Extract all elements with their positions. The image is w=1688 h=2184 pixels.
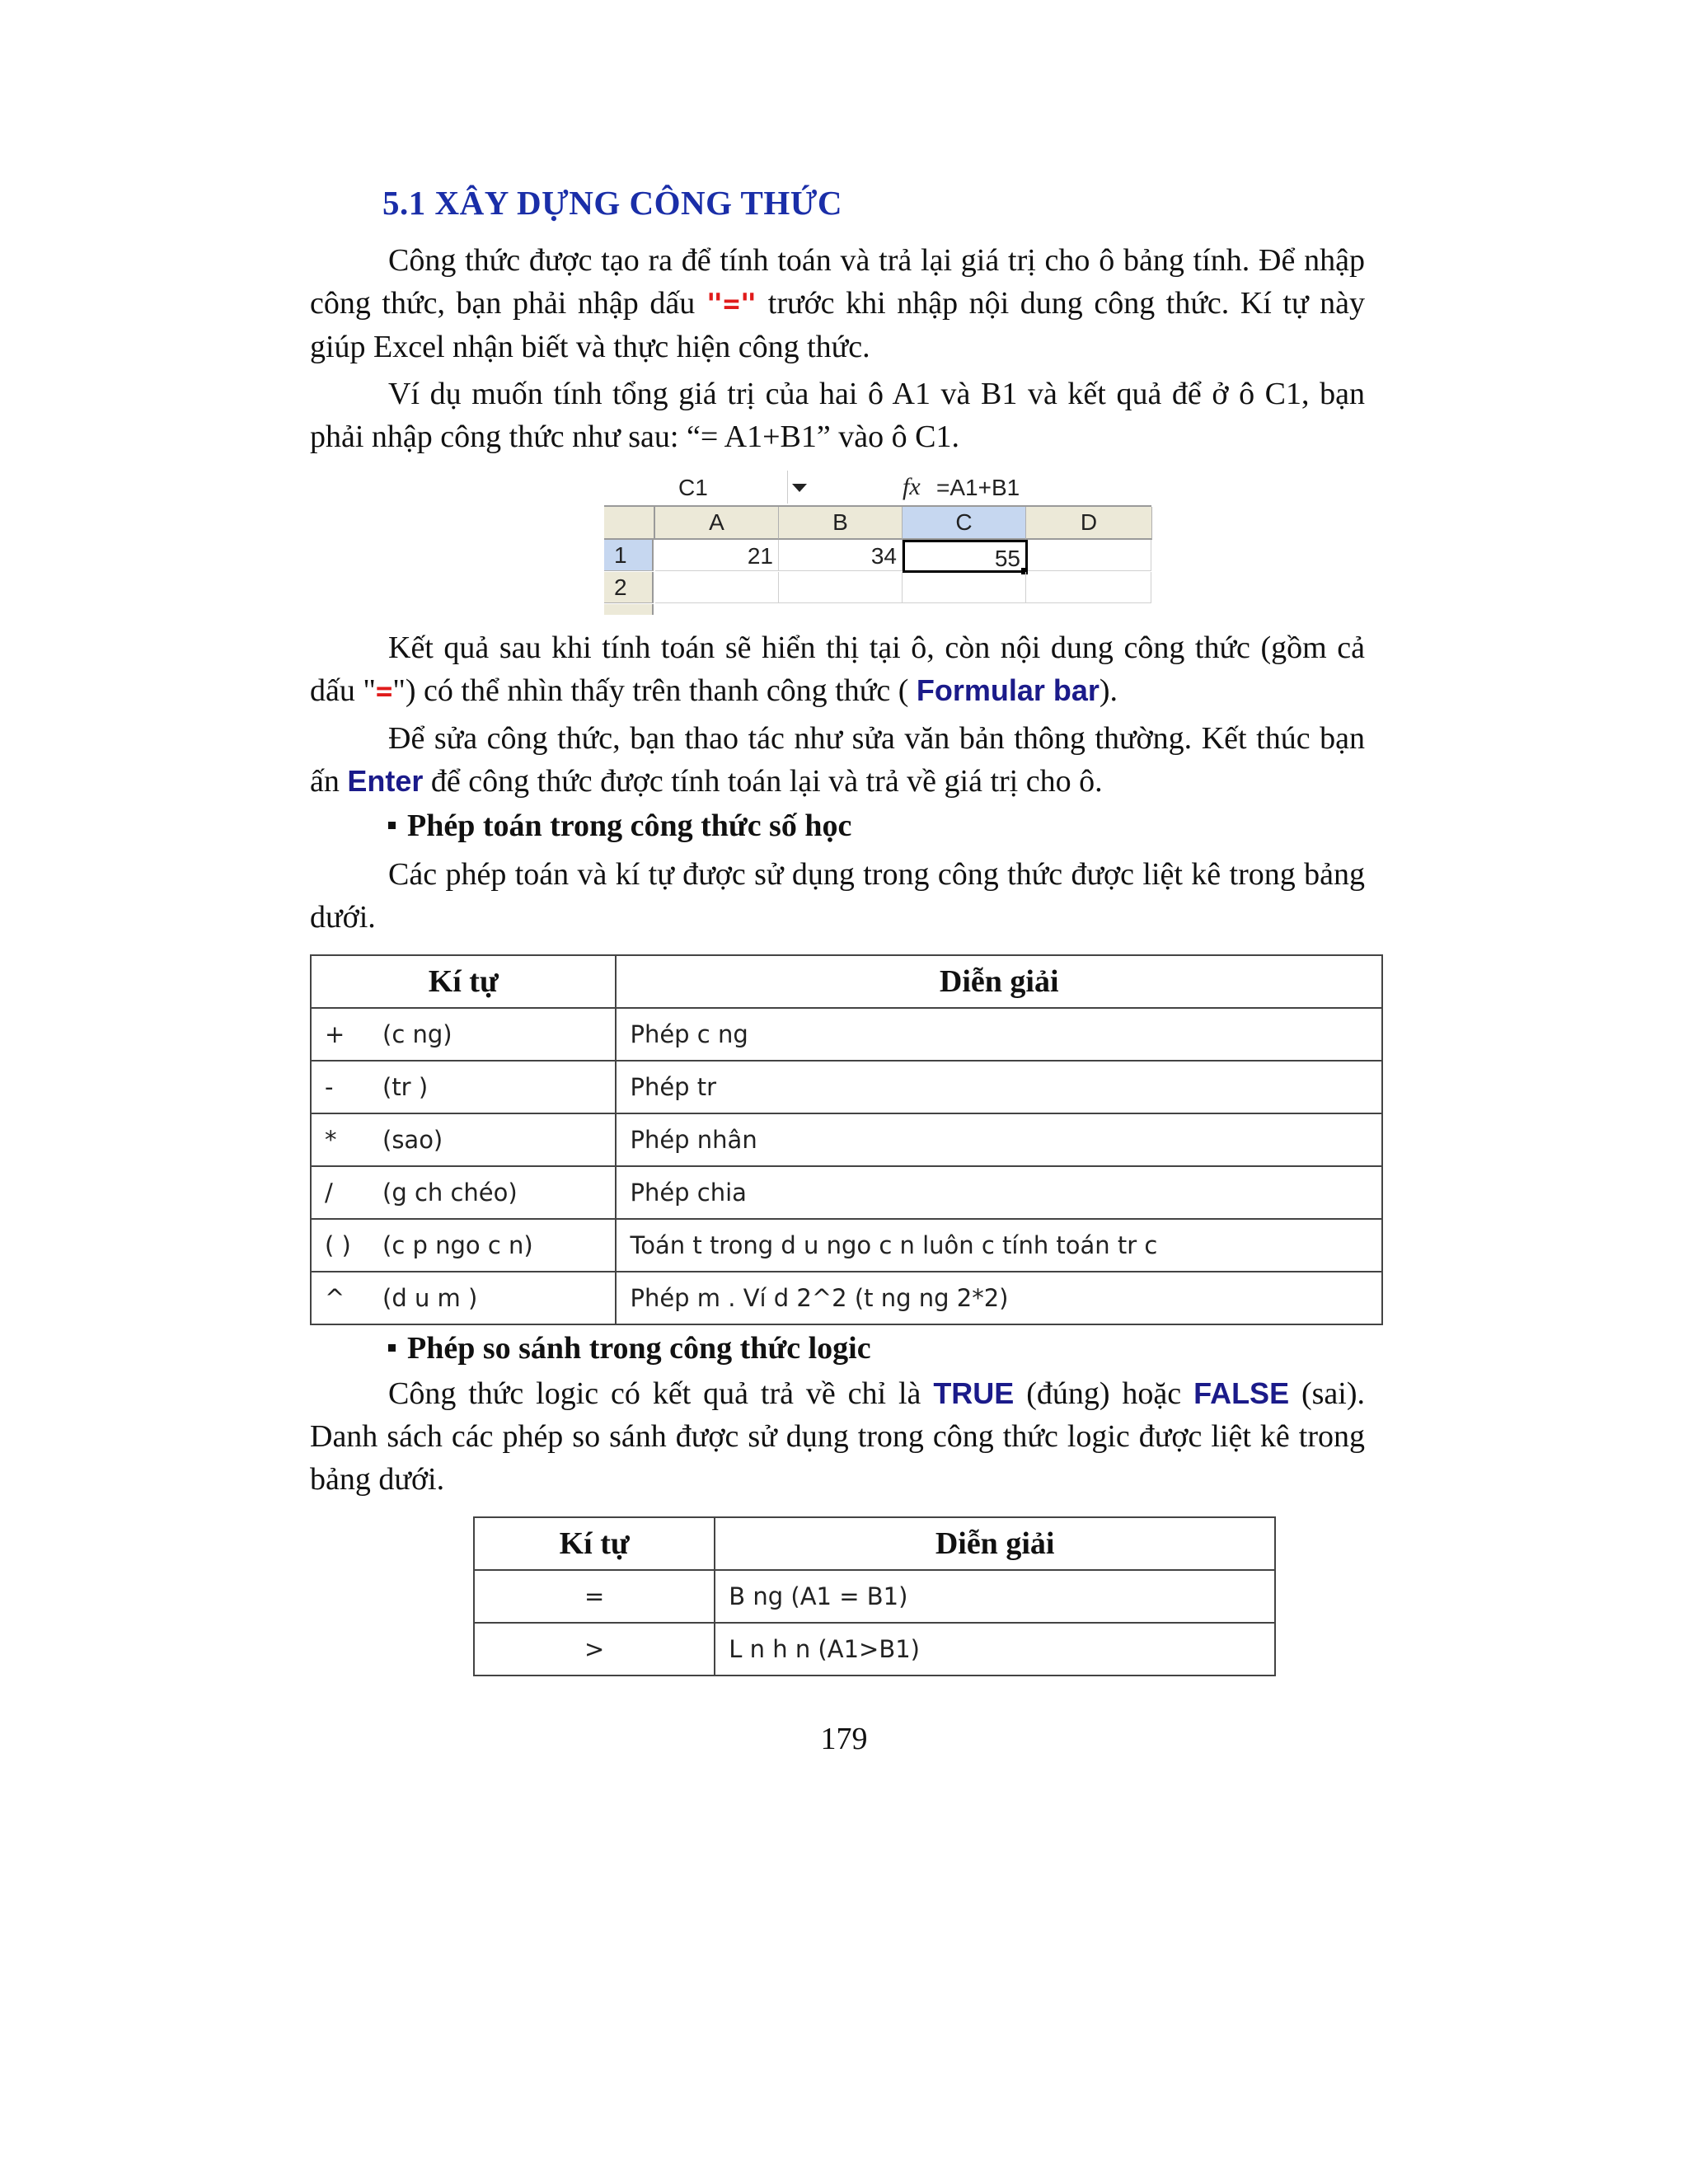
row-header-2[interactable]: 2 [604,572,654,603]
symbol-cell [311,1008,616,1061]
cell-d1[interactable] [1028,540,1151,571]
heading-text: Phép toán trong công thức số học [407,808,852,843]
symbol: + [325,1020,345,1048]
cell-a1[interactable]: 21 [655,540,779,571]
arithmetic-operators-table [310,954,1383,1325]
page-number: 179 [820,1722,868,1756]
cell-d2[interactable] [1026,572,1151,603]
table-row [474,1623,1275,1675]
table-row [474,1570,1275,1623]
symbol: ( ) [325,1231,351,1259]
row-header-1[interactable]: 1 [604,540,654,571]
cell-a2[interactable] [655,572,779,603]
table-row [311,1166,1382,1219]
header-description: Diễn giải [715,1517,1275,1570]
fx-icon: fx [903,473,921,500]
column-header-d[interactable]: D [1026,507,1152,540]
symbol-name: (c p ngo c n) [382,1231,533,1259]
description-cell: L n h n (A1>B1) [715,1623,1275,1675]
symbol-name: (g ch chéo) [382,1179,518,1207]
table-row [311,1061,1382,1113]
symbol: / [325,1179,333,1207]
section-title: 5.1 XÂY DỰNG CÔNG THỨC [382,184,843,222]
header-symbol: Kí tự [311,955,616,1008]
text: Để sửa công thức, bạn thao tác như sửa văn bản thông thường. Kết thúc bạn ấn [310,721,1365,799]
symbol-name: (d u m ) [382,1284,478,1312]
text: Công thức được tạo ra để tính toán và trả lại giá trị cho ô bảng tính. Để nhập công thức, bạn phải nhập dấu [310,243,1365,321]
name-box-value: C1 [678,475,708,500]
text: ). [1099,673,1118,708]
paragraph-edit [310,717,1365,803]
heading-arithmetic [388,804,851,847]
excel-screenshot [604,471,1151,615]
heading-text: Phép so sánh trong công thức logic [407,1331,871,1366]
table-row [311,1219,1382,1272]
formula-input[interactable]: =A1+B1 [936,475,1020,500]
header-symbol: Kí tự [474,1517,715,1570]
symbol: ^ [325,1284,345,1312]
paragraph-result [310,626,1365,713]
text: Công thức logic có kết quả trả về chỉ là [388,1376,934,1411]
symbol-cell [311,1219,616,1272]
table-row [311,1113,1382,1166]
chevron-down-icon[interactable] [792,484,807,492]
symbol-name: (c ng) [382,1020,452,1048]
term-enter: Enter [347,764,424,798]
table-row [311,1008,1382,1061]
paragraph-operators: Các phép toán và kí tự được sử dụng trong công thức được liệt kê trong bảng dưới. [310,857,1365,935]
paragraph-logic [310,1372,1365,1501]
symbol-cell: = [474,1570,715,1623]
table-header-row [474,1517,1275,1570]
cell-c2[interactable] [903,572,1026,603]
cell-b1[interactable]: 34 [779,540,903,571]
symbol: - [325,1073,334,1101]
symbol-cell [311,1113,616,1166]
term-true: TRUE [933,1376,1015,1410]
text: ") có thể nhìn thấy trên thanh công thức ( [392,673,917,708]
symbol-name: (tr ) [382,1073,429,1101]
symbol-cell [311,1272,616,1324]
description-cell: Phép tr [616,1061,1382,1113]
logic-operators-table [473,1516,1276,1676]
text: Kết quả sau khi tính toán sẽ hiển thị tại ô, còn nội dung công thức (gồm cả dấu " [310,630,1365,708]
bullet-icon [388,1344,396,1352]
header-description: Diễn giải [616,955,1382,1008]
term-false: FALSE [1193,1376,1290,1410]
column-header-a[interactable]: A [655,507,779,540]
row-header-3 [604,604,654,615]
paragraph-intro [310,239,1365,368]
column-header-b[interactable]: B [779,507,903,540]
text: (sai). Danh sách các phép so sánh được sử dụng trong công thức logic được liệt kê trong bảng dưới. [310,1376,1365,1497]
symbol-cell: > [474,1623,715,1675]
name-box[interactable] [604,471,788,504]
table-header-row [311,955,1382,1008]
symbol-cell [311,1166,616,1219]
column-header-c[interactable]: C [903,507,1026,540]
text: trước khi nhập nội dung công thức. Kí tự này giúp Excel nhận biết và thực hiện công thức. [310,286,1365,364]
paragraph-example: Ví dụ muốn tính tổng giá trị của hai ô A1 và B1 và kết quả để ở ô C1, bạn phải nhập công thức như sau: “= A1+B1” vào ô C1. [310,377,1365,454]
description-cell: Phép m . Ví d 2^2 (t ng ng 2*2) [616,1272,1382,1324]
select-all-corner[interactable] [604,507,655,540]
bullet-icon [388,822,396,829]
equals-sign: "=" [706,288,757,321]
cell-b2[interactable] [779,572,903,603]
table-row [311,1272,1382,1324]
text: (đúng) hoặc [1014,1376,1194,1411]
text: để công thức được tính toán lại và trả về giá trị cho ô. [423,764,1103,799]
description-cell: Phép c ng [616,1008,1382,1061]
symbol-cell [311,1061,616,1113]
cell-c1[interactable]: 55 [903,540,1028,573]
description-cell: Toán t trong d u ngo c n luôn c tính toán tr c [616,1219,1382,1272]
symbol: * [325,1126,337,1154]
description-cell: B ng (A1 = B1) [715,1570,1275,1623]
heading-logic [388,1327,871,1370]
description-cell: Phép chia [616,1166,1382,1219]
symbol-name: (sao) [382,1126,443,1154]
term-formula-bar: Formular bar [916,673,1100,707]
equals-sign: = [375,675,393,708]
formula-bar [604,471,1151,507]
description-cell: Phép nhân [616,1113,1382,1166]
